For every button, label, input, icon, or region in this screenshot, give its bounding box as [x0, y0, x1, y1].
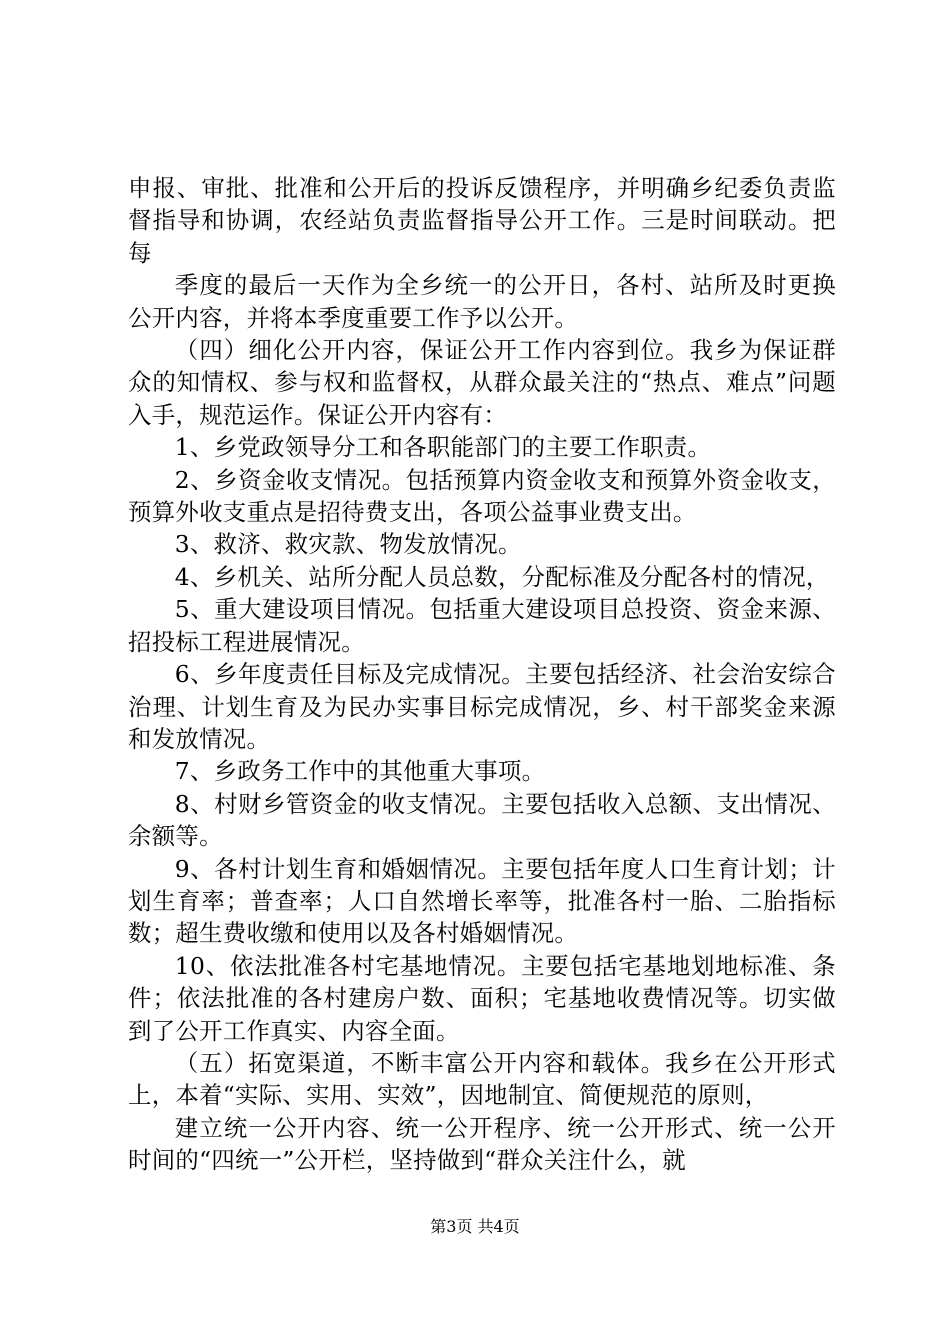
list-item: 7、乡政务工作中的其他重大事项。 — [174, 757, 546, 786]
list-item: 1、乡党政领导分工和各职能部门的主要工作职责。 — [174, 433, 712, 462]
paragraph: （五）拓宽渠道，不断丰富公开内容和载体。我乡在公开形式上，本着“实际、实用、实效”，因地制宜、简便规范的原则， — [128, 1048, 836, 1110]
document-body — [128, 172, 836, 1177]
paragraph: 建立统一公开内容、统一公开程序、统一公开形式、统一公开时间的“四统一”公开栏，坚持做到“群众关注什么，就 — [128, 1113, 836, 1175]
list-item: 4、乡机关、站所分配人员总数，分配标准及分配各村的情况， — [174, 562, 830, 591]
list-item: 10、依法批准各村宅基地情况。主要包括宅基地划地标准、条件；依法批准的各村建房户数、面积；宅基地收费情况等。切实做到了公开工作真实、内容全面。 — [128, 951, 836, 1045]
list-item: 5、重大建设项目情况。包括重大建设项目总投资、资金来源、招投标工程进展情况。 — [128, 595, 836, 656]
list-item: 6、乡年度责任目标及完成情况。主要包括经济、社会治安综合治理、计划生育及为民办实事目标完成情况，乡、村干部奖金来源和发放情况。 — [128, 660, 836, 753]
list-item: 3、救济、救灾款、物发放情况。 — [174, 530, 522, 559]
list-item: 2、乡资金收支情况。包括预算内资金收支和预算外资金收支，预算外收支重点是招待费支出，各项公益事业费支出。 — [128, 465, 836, 527]
paragraph: （四）细化公开内容，保证公开工作内容到位。我乡为保证群众的知情权、参与权和监督权，从群众最关注的“热点、难点”问题入手，规范运作。保证公开内容有： — [128, 336, 836, 429]
list-item: 8、村财乡管资金的收支情况。主要包括收入总额、支出情况、余额等。 — [128, 789, 836, 851]
paragraph: 申报、审批、批准和公开后的投诉反馈程序，并明确乡纪委负责监督指导和协调，农经站负责监督指导公开工作。三是时间联动。把每 — [128, 174, 836, 267]
list-item: 9、各村计划生育和婚姻情况。主要包括年度人口生育计划；计划生育率；普查率；人口自然增长率等，批准各村一胎、二胎指标数；超生费收缴和使用以及各村婚姻情况。 — [128, 854, 836, 948]
page-number: 第3页 共4页 — [430, 1217, 520, 1236]
paragraph: 季度的最后一天作为全乡统一的公开日，各村、站所及时更换公开内容，并将本季度重要工作予以公开。 — [128, 271, 836, 332]
